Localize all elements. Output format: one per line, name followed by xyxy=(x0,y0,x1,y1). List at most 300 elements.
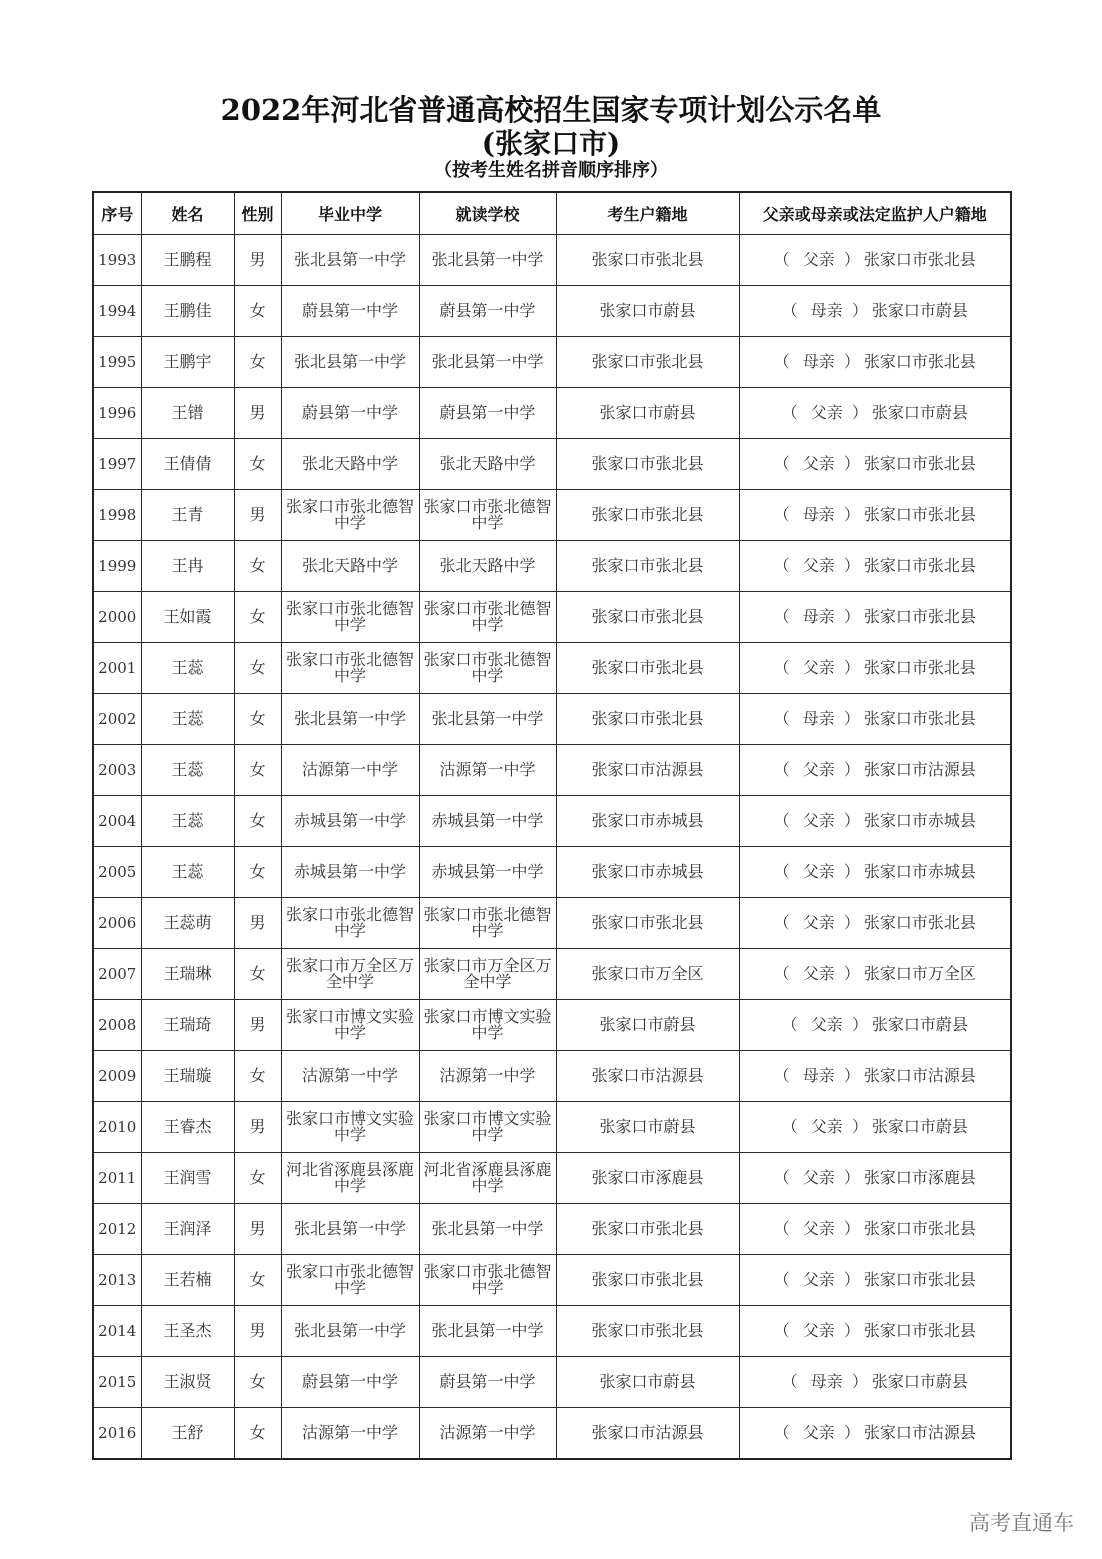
row-grad-school: 张北天路中学 xyxy=(281,541,419,592)
row-current-school: 张北县第一中学 xyxy=(419,1306,556,1357)
guardian-relation: 母亲 xyxy=(810,301,843,320)
row-gender: 女 xyxy=(234,1408,281,1460)
row-grad-school: 张北县第一中学 xyxy=(281,235,419,286)
row-current-school: 赤城县第一中学 xyxy=(419,847,556,898)
header-current-school: 就读学校 xyxy=(419,192,556,235)
close-paren: ） xyxy=(834,250,864,269)
open-paren: （ xyxy=(773,862,803,881)
open-paren: （ xyxy=(773,1066,803,1085)
row-name: 王如霞 xyxy=(141,592,234,643)
row-current-school: 沽源第一中学 xyxy=(419,1408,556,1460)
guardian-relation: 母亲 xyxy=(810,1372,843,1391)
row-name: 王蕊萌 xyxy=(141,898,234,949)
open-paren: （ xyxy=(773,1321,803,1340)
row-current-school: 张北天路中学 xyxy=(419,439,556,490)
close-paren: ） xyxy=(834,811,864,830)
row-grad-school: 张家口市张北德智中学 xyxy=(281,592,419,643)
row-residence: 张家口市万全区 xyxy=(556,949,739,1000)
table-row xyxy=(93,898,1011,949)
row-name: 王鹏宇 xyxy=(141,337,234,388)
row-current-school: 张北县第一中学 xyxy=(419,337,556,388)
row-seq: 2005 xyxy=(93,847,141,898)
table-row xyxy=(93,286,1011,337)
row-residence: 张家口市张北县 xyxy=(556,592,739,643)
table-row xyxy=(93,1153,1011,1204)
row-gender: 女 xyxy=(234,796,281,847)
guardian-place: 张家口市张北县 xyxy=(863,1321,976,1340)
row-gender: 男 xyxy=(234,388,281,439)
row-gender: 女 xyxy=(234,541,281,592)
row-guardian-residence xyxy=(739,694,1011,745)
header-name: 姓名 xyxy=(141,192,234,235)
row-name: 王蕊 xyxy=(141,745,234,796)
row-guardian-residence xyxy=(739,898,1011,949)
header-guardian-residence: 父亲或母亲或法定监护人户籍地 xyxy=(739,192,1011,235)
guardian-relation: 母亲 xyxy=(802,1066,835,1085)
close-paren: ） xyxy=(834,862,864,881)
open-paren: （ xyxy=(773,505,803,524)
row-guardian-residence xyxy=(739,592,1011,643)
table-row xyxy=(93,1357,1011,1408)
row-gender: 男 xyxy=(234,1000,281,1051)
guardian-relation: 父亲 xyxy=(802,250,835,269)
close-paren: ） xyxy=(842,1372,872,1391)
row-guardian-residence xyxy=(739,388,1011,439)
row-gender: 女 xyxy=(234,1255,281,1306)
row-residence: 张家口市张北县 xyxy=(556,1255,739,1306)
guardian-place: 张家口市张北县 xyxy=(863,505,976,524)
open-paren: （ xyxy=(773,1423,803,1442)
table-row xyxy=(93,337,1011,388)
row-grad-school: 沽源第一中学 xyxy=(281,1051,419,1102)
table-row xyxy=(93,796,1011,847)
guardian-relation: 父亲 xyxy=(802,913,835,932)
guardian-place: 张家口市沽源县 xyxy=(863,1423,976,1442)
row-grad-school: 河北省涿鹿县涿鹿中学 xyxy=(281,1153,419,1204)
close-paren: ） xyxy=(834,1423,864,1442)
row-residence: 张家口市沽源县 xyxy=(556,745,739,796)
row-grad-school: 张家口市万全区万全中学 xyxy=(281,949,419,1000)
row-gender: 女 xyxy=(234,949,281,1000)
guardian-place: 张家口市蔚县 xyxy=(871,1015,968,1034)
row-residence: 张家口市张北县 xyxy=(556,643,739,694)
row-name: 王倩倩 xyxy=(141,439,234,490)
row-seq: 1993 xyxy=(93,235,141,286)
table-row xyxy=(93,235,1011,286)
row-seq: 2016 xyxy=(93,1408,141,1460)
row-gender: 女 xyxy=(234,1357,281,1408)
guardian-place: 张家口市张北县 xyxy=(863,1219,976,1238)
table-row xyxy=(93,745,1011,796)
row-grad-school: 张北县第一中学 xyxy=(281,1204,419,1255)
row-gender: 男 xyxy=(234,1102,281,1153)
row-name: 王瑞琳 xyxy=(141,949,234,1000)
row-grad-school: 张家口市博文实验中学 xyxy=(281,1000,419,1051)
open-paren: （ xyxy=(773,1168,803,1187)
open-paren: （ xyxy=(781,1117,811,1136)
table-row xyxy=(93,1204,1011,1255)
row-guardian-residence xyxy=(739,643,1011,694)
row-current-school: 张北天路中学 xyxy=(419,541,556,592)
guardian-place: 张家口市涿鹿县 xyxy=(863,1168,976,1187)
enrollment-table xyxy=(92,191,1012,1460)
row-name: 王蕊 xyxy=(141,847,234,898)
close-paren: ） xyxy=(834,1270,864,1289)
row-name: 王鹏佳 xyxy=(141,286,234,337)
table-row xyxy=(93,541,1011,592)
row-grad-school: 沽源第一中学 xyxy=(281,745,419,796)
table-row xyxy=(93,1051,1011,1102)
close-paren: ） xyxy=(834,913,864,932)
row-residence: 张家口市张北县 xyxy=(556,490,739,541)
row-residence: 张家口市蔚县 xyxy=(556,286,739,337)
guardian-place: 张家口市张北县 xyxy=(863,913,976,932)
row-current-school: 张北县第一中学 xyxy=(419,1204,556,1255)
row-name: 王鹏程 xyxy=(141,235,234,286)
row-residence: 张家口市张北县 xyxy=(556,541,739,592)
row-grad-school: 张北县第一中学 xyxy=(281,337,419,388)
guardian-place: 张家口市张北县 xyxy=(863,607,976,626)
row-name: 王润雪 xyxy=(141,1153,234,1204)
header-gender: 性别 xyxy=(234,192,281,235)
row-gender: 男 xyxy=(234,1204,281,1255)
row-gender: 女 xyxy=(234,643,281,694)
guardian-place: 张家口市蔚县 xyxy=(871,301,968,320)
guardian-place: 张家口市张北县 xyxy=(863,1270,976,1289)
guardian-relation: 父亲 xyxy=(802,658,835,677)
row-gender: 男 xyxy=(234,235,281,286)
row-gender: 女 xyxy=(234,1051,281,1102)
row-seq: 2014 xyxy=(93,1306,141,1357)
row-name: 王蕊 xyxy=(141,694,234,745)
open-paren: （ xyxy=(773,250,803,269)
sort-note: （按考生姓名拼音顺序排序） xyxy=(434,160,668,181)
close-paren: ） xyxy=(834,556,864,575)
open-paren: （ xyxy=(773,658,803,677)
close-paren: ） xyxy=(834,709,864,728)
row-current-school: 张家口市张北德智中学 xyxy=(419,1255,556,1306)
row-residence: 张家口市蔚县 xyxy=(556,1102,739,1153)
open-paren: （ xyxy=(773,811,803,830)
row-guardian-residence xyxy=(739,1153,1011,1204)
row-gender: 男 xyxy=(234,1306,281,1357)
row-guardian-residence xyxy=(739,1306,1011,1357)
guardian-place: 张家口市万全区 xyxy=(863,964,976,983)
table-row xyxy=(93,694,1011,745)
row-seq: 2008 xyxy=(93,1000,141,1051)
row-name: 王镨 xyxy=(141,388,234,439)
row-guardian-residence xyxy=(739,949,1011,1000)
open-paren: （ xyxy=(781,301,811,320)
table-header-row xyxy=(93,192,1011,235)
row-grad-school: 张家口市张北德智中学 xyxy=(281,1255,419,1306)
row-grad-school: 张家口市张北德智中学 xyxy=(281,490,419,541)
row-guardian-residence xyxy=(739,1255,1011,1306)
row-name: 王舒 xyxy=(141,1408,234,1460)
guardian-place: 张家口市蔚县 xyxy=(871,1372,968,1391)
row-current-school: 张北县第一中学 xyxy=(419,694,556,745)
open-paren: （ xyxy=(781,1015,811,1034)
row-guardian-residence xyxy=(739,337,1011,388)
row-name: 王蕊 xyxy=(141,796,234,847)
row-seq: 2003 xyxy=(93,745,141,796)
row-guardian-residence xyxy=(739,1051,1011,1102)
row-guardian-residence xyxy=(739,286,1011,337)
row-gender: 女 xyxy=(234,286,281,337)
row-current-school: 张家口市张北德智中学 xyxy=(419,592,556,643)
guardian-relation: 父亲 xyxy=(810,1117,843,1136)
row-gender: 女 xyxy=(234,1153,281,1204)
row-name: 王睿杰 xyxy=(141,1102,234,1153)
row-guardian-residence xyxy=(739,1102,1011,1153)
guardian-relation: 母亲 xyxy=(802,352,835,371)
row-guardian-residence xyxy=(739,745,1011,796)
row-guardian-residence xyxy=(739,796,1011,847)
table-row xyxy=(93,643,1011,694)
document-subtitle: (张家口市) xyxy=(481,127,621,160)
open-paren: （ xyxy=(773,556,803,575)
row-grad-school: 赤城县第一中学 xyxy=(281,847,419,898)
row-grad-school: 张家口市博文实验中学 xyxy=(281,1102,419,1153)
row-seq: 2010 xyxy=(93,1102,141,1153)
table-row xyxy=(93,1306,1011,1357)
open-paren: （ xyxy=(773,1270,803,1289)
guardian-place: 张家口市赤城县 xyxy=(863,811,976,830)
guardian-relation: 父亲 xyxy=(802,811,835,830)
guardian-relation: 父亲 xyxy=(802,760,835,779)
row-grad-school: 张家口市张北德智中学 xyxy=(281,898,419,949)
close-paren: ） xyxy=(834,658,864,677)
row-seq: 1998 xyxy=(93,490,141,541)
row-guardian-residence xyxy=(739,1204,1011,1255)
close-paren: ） xyxy=(842,1015,872,1034)
close-paren: ） xyxy=(834,607,864,626)
close-paren: ） xyxy=(842,403,872,422)
watermark: 高考直通车 xyxy=(969,1511,1074,1535)
guardian-place: 张家口市张北县 xyxy=(863,352,976,371)
guardian-relation: 父亲 xyxy=(802,556,835,575)
row-gender: 女 xyxy=(234,592,281,643)
header-seq: 序号 xyxy=(93,192,141,235)
row-current-school: 赤城县第一中学 xyxy=(419,796,556,847)
table-row xyxy=(93,388,1011,439)
row-current-school: 沽源第一中学 xyxy=(419,1051,556,1102)
close-paren: ） xyxy=(834,1321,864,1340)
row-residence: 张家口市张北县 xyxy=(556,1204,739,1255)
table-row xyxy=(93,1408,1011,1460)
row-grad-school: 张北天路中学 xyxy=(281,439,419,490)
row-current-school: 张北县第一中学 xyxy=(419,235,556,286)
close-paren: ） xyxy=(834,1219,864,1238)
row-name: 王圣杰 xyxy=(141,1306,234,1357)
guardian-place: 张家口市沽源县 xyxy=(863,760,976,779)
open-paren: （ xyxy=(773,709,803,728)
guardian-relation: 父亲 xyxy=(810,403,843,422)
row-seq: 1994 xyxy=(93,286,141,337)
guardian-relation: 父亲 xyxy=(802,862,835,881)
guardian-place: 张家口市张北县 xyxy=(863,454,976,473)
table-row xyxy=(93,949,1011,1000)
row-current-school: 蔚县第一中学 xyxy=(419,1357,556,1408)
table-row xyxy=(93,1000,1011,1051)
row-guardian-residence xyxy=(739,235,1011,286)
row-seq: 1999 xyxy=(93,541,141,592)
row-name: 王青 xyxy=(141,490,234,541)
row-guardian-residence xyxy=(739,1000,1011,1051)
row-seq: 2001 xyxy=(93,643,141,694)
open-paren: （ xyxy=(773,964,803,983)
close-paren: ） xyxy=(834,760,864,779)
guardian-relation: 父亲 xyxy=(810,1015,843,1034)
row-current-school: 河北省涿鹿县涿鹿中学 xyxy=(419,1153,556,1204)
row-residence: 张家口市沽源县 xyxy=(556,1051,739,1102)
row-guardian-residence xyxy=(739,847,1011,898)
close-paren: ） xyxy=(834,1066,864,1085)
guardian-relation: 母亲 xyxy=(802,505,835,524)
close-paren: ） xyxy=(834,454,864,473)
row-current-school: 张家口市张北德智中学 xyxy=(419,490,556,541)
row-guardian-residence xyxy=(739,1408,1011,1460)
row-gender: 女 xyxy=(234,337,281,388)
row-current-school: 张家口市博文实验中学 xyxy=(419,1102,556,1153)
row-seq: 2007 xyxy=(93,949,141,1000)
row-residence: 张家口市赤城县 xyxy=(556,796,739,847)
guardian-relation: 母亲 xyxy=(802,709,835,728)
row-seq: 2006 xyxy=(93,898,141,949)
header-grad-school: 毕业中学 xyxy=(281,192,419,235)
close-paren: ） xyxy=(834,505,864,524)
row-name: 王瑞璇 xyxy=(141,1051,234,1102)
row-gender: 男 xyxy=(234,898,281,949)
open-paren: （ xyxy=(773,607,803,626)
row-guardian-residence xyxy=(739,1357,1011,1408)
open-paren: （ xyxy=(773,1219,803,1238)
open-paren: （ xyxy=(773,913,803,932)
row-grad-school: 沽源第一中学 xyxy=(281,1408,419,1460)
row-guardian-residence xyxy=(739,439,1011,490)
guardian-place: 张家口市赤城县 xyxy=(863,862,976,881)
guardian-relation: 父亲 xyxy=(802,1168,835,1187)
row-gender: 女 xyxy=(234,694,281,745)
row-guardian-residence xyxy=(739,541,1011,592)
header-residence: 考生户籍地 xyxy=(556,192,739,235)
row-seq: 1996 xyxy=(93,388,141,439)
close-paren: ） xyxy=(834,964,864,983)
row-guardian-residence xyxy=(739,490,1011,541)
table-row xyxy=(93,592,1011,643)
guardian-relation: 父亲 xyxy=(802,1219,835,1238)
guardian-relation: 父亲 xyxy=(802,454,835,473)
open-paren: （ xyxy=(781,403,811,422)
row-seq: 1995 xyxy=(93,337,141,388)
row-seq: 2000 xyxy=(93,592,141,643)
row-gender: 女 xyxy=(234,745,281,796)
table-row xyxy=(93,1102,1011,1153)
row-current-school: 张家口市张北德智中学 xyxy=(419,898,556,949)
close-paren: ） xyxy=(842,301,872,320)
document-title: 2022年河北省普通高校招生国家专项计划公示名单 xyxy=(220,93,882,127)
table-row xyxy=(93,847,1011,898)
row-name: 王润泽 xyxy=(141,1204,234,1255)
row-seq: 2012 xyxy=(93,1204,141,1255)
row-residence: 张家口市张北县 xyxy=(556,1306,739,1357)
guardian-place: 张家口市沽源县 xyxy=(863,1066,976,1085)
row-residence: 张家口市赤城县 xyxy=(556,847,739,898)
row-gender: 男 xyxy=(234,490,281,541)
table-body xyxy=(93,235,1011,1460)
row-residence: 张家口市沽源县 xyxy=(556,1408,739,1460)
row-grad-school: 蔚县第一中学 xyxy=(281,388,419,439)
row-residence: 张家口市张北县 xyxy=(556,694,739,745)
guardian-place: 张家口市张北县 xyxy=(863,250,976,269)
row-residence: 张家口市张北县 xyxy=(556,898,739,949)
table-row xyxy=(93,1255,1011,1306)
row-seq: 2009 xyxy=(93,1051,141,1102)
row-grad-school: 张北县第一中学 xyxy=(281,1306,419,1357)
row-current-school: 蔚县第一中学 xyxy=(419,286,556,337)
close-paren: ） xyxy=(834,1168,864,1187)
table-row xyxy=(93,439,1011,490)
row-name: 王冉 xyxy=(141,541,234,592)
close-paren: ） xyxy=(834,352,864,371)
guardian-relation: 父亲 xyxy=(802,1270,835,1289)
row-seq: 2004 xyxy=(93,796,141,847)
row-current-school: 张家口市张北德智中学 xyxy=(419,643,556,694)
table-row xyxy=(93,490,1011,541)
row-residence: 张家口市张北县 xyxy=(556,337,739,388)
guardian-place: 张家口市张北县 xyxy=(863,709,976,728)
row-grad-school: 张家口市张北德智中学 xyxy=(281,643,419,694)
row-residence: 张家口市张北县 xyxy=(556,439,739,490)
row-name: 王若楠 xyxy=(141,1255,234,1306)
open-paren: （ xyxy=(781,1372,811,1391)
guardian-place: 张家口市蔚县 xyxy=(871,1117,968,1136)
row-grad-school: 赤城县第一中学 xyxy=(281,796,419,847)
row-current-school: 张家口市博文实验中学 xyxy=(419,1000,556,1051)
row-seq: 2013 xyxy=(93,1255,141,1306)
row-current-school: 张家口市万全区万全中学 xyxy=(419,949,556,1000)
row-seq: 2002 xyxy=(93,694,141,745)
row-residence: 张家口市张北县 xyxy=(556,235,739,286)
row-grad-school: 蔚县第一中学 xyxy=(281,1357,419,1408)
row-residence: 张家口市蔚县 xyxy=(556,388,739,439)
row-residence: 张家口市蔚县 xyxy=(556,1000,739,1051)
row-current-school: 蔚县第一中学 xyxy=(419,388,556,439)
guardian-relation: 父亲 xyxy=(802,1423,835,1442)
row-grad-school: 张北县第一中学 xyxy=(281,694,419,745)
row-seq: 2015 xyxy=(93,1357,141,1408)
row-seq: 1997 xyxy=(93,439,141,490)
close-paren: ） xyxy=(842,1117,872,1136)
open-paren: （ xyxy=(773,352,803,371)
row-name: 王蕊 xyxy=(141,643,234,694)
guardian-relation: 父亲 xyxy=(802,964,835,983)
guardian-place: 张家口市张北县 xyxy=(863,658,976,677)
open-paren: （ xyxy=(773,454,803,473)
row-name: 王瑞琦 xyxy=(141,1000,234,1051)
row-residence: 张家口市蔚县 xyxy=(556,1357,739,1408)
row-name: 王淑贤 xyxy=(141,1357,234,1408)
row-gender: 女 xyxy=(234,439,281,490)
guardian-relation: 母亲 xyxy=(802,607,835,626)
guardian-place: 张家口市张北县 xyxy=(863,556,976,575)
row-current-school: 沽源第一中学 xyxy=(419,745,556,796)
open-paren: （ xyxy=(773,760,803,779)
guardian-relation: 父亲 xyxy=(802,1321,835,1340)
row-grad-school: 蔚县第一中学 xyxy=(281,286,419,337)
row-gender: 女 xyxy=(234,847,281,898)
row-residence: 张家口市涿鹿县 xyxy=(556,1153,739,1204)
